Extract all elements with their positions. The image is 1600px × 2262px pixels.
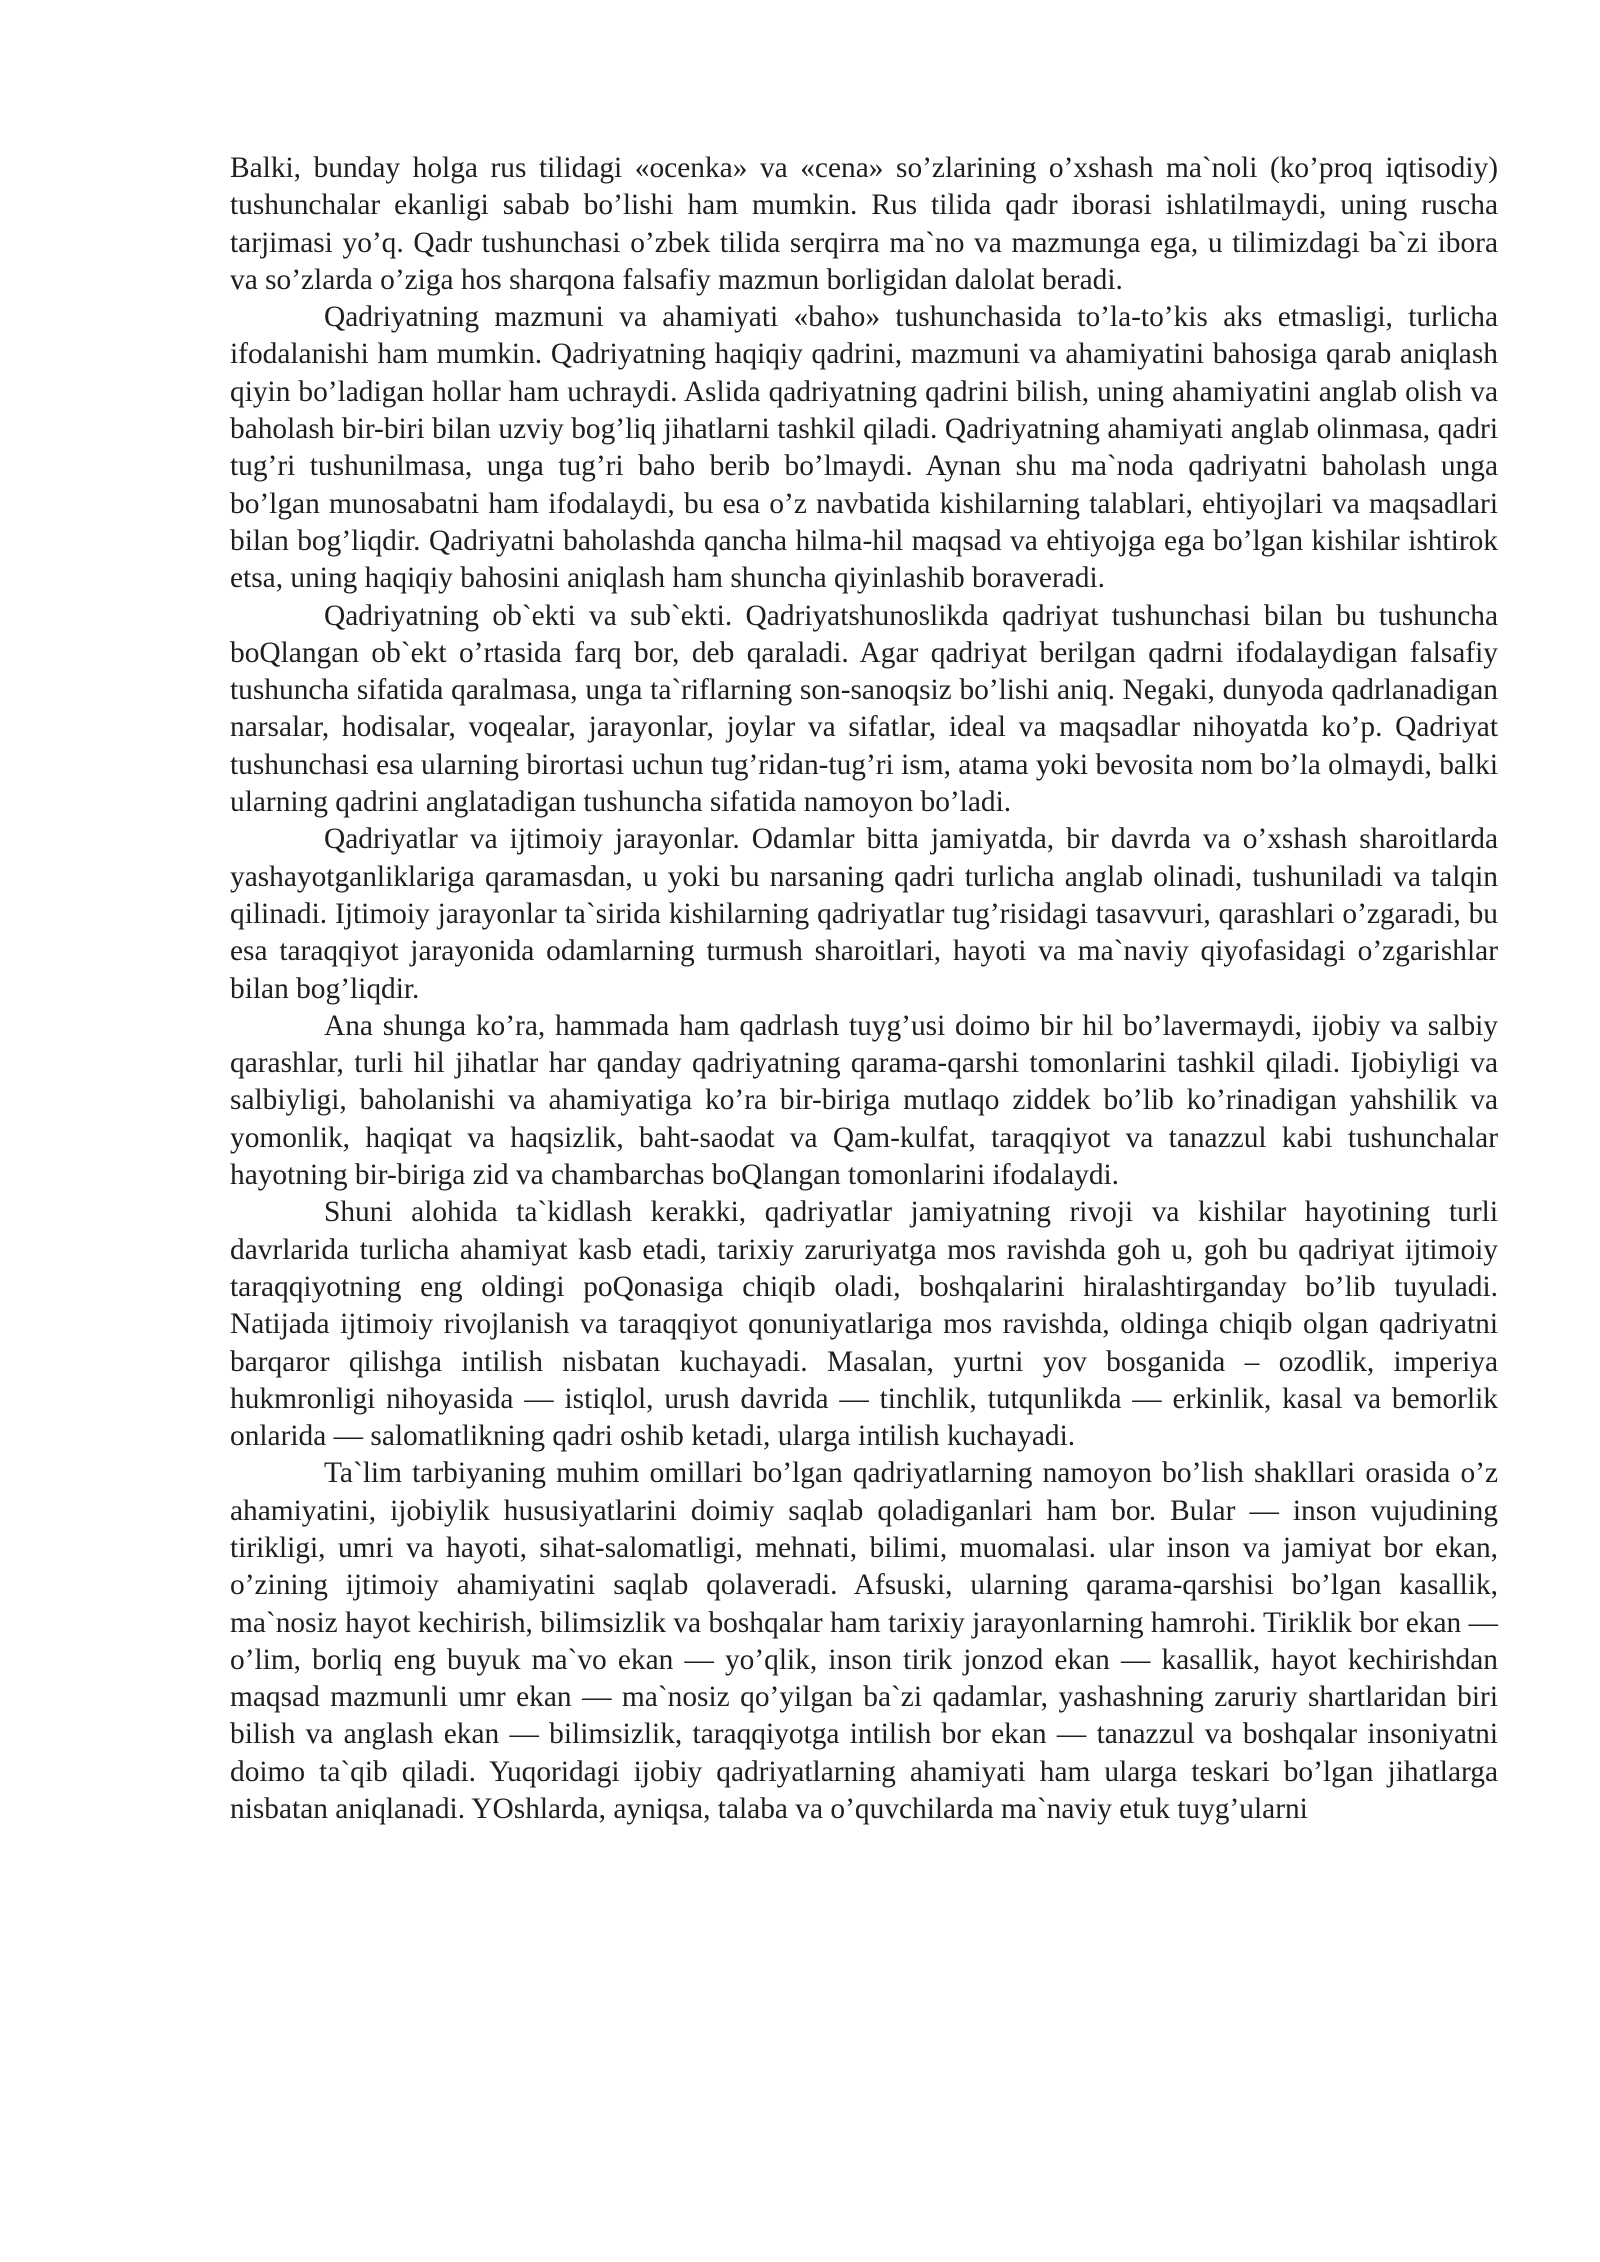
paragraph-6: Shuni alohida ta`kidlash kerakki, qadriyatlar jamiyatning rivoji va kishilar hayotining turli davrlarida turlicha ahamiyat kasb etadi, tarixiy zaruriyatga mos ravishda goh u, goh bu qadriyat ijtimoiy taraqqiyotning eng oldingi poQonasiga chiqib oladi, boshqalarini hiralashtirganday bo’lib tuyuladi. Natijada ijtimoiy rivojlanish va taraqqiyot qonuniyatlariga mos ravishda, oldinga chiqib olgan qadriyatni barqaror qilishga intilish nisbatan kuchayadi. Masalan, yurtni yov bosganida – ozodlik, imperiya hukmronligi nihoyasida — istiqlol, urush davrida — tinchlik, tutqunlikda — erkinlik, kasal va bemorlik onlarida — salomatlikning qadri oshib ketadi, ularga intilish kuchayadi. xyxy=(230,1196,1498,1453)
paragraph-5: Ana shunga ko’ra, hammada ham qadrlash tuyg’usi doimo bir hil bo’lavermaydi, ijobiy va salbiy qarashlar, turli hil jihatlar har qanday qadriyatning qarama-qarshi tomonlarini tashkil qiladi. Ijobiyligi va salbiyligi, baholanishi va ahamiyatiga ko’ra bir-biriga mutlaqo ziddek bo’lib ko’rinadigan yahshilik va yomonlik, haqiqat va haqsizlik, baht-saodat va Qam-kulfat, taraqqiyot va tanazzul kabi tushunchalar hayotning bir-biriga zid va chambarchas boQlangan tomonlarini ifodalaydi. xyxy=(230,1009,1498,1192)
paragraph-1: Balki, bunday holga rus tilidagi «ocenka» va «cena» so’zlarining o’xshash ma`noli (ko’proq iqtisodiy) tushunchalar ekanligi sabab bo’lishi ham mumkin. Rus tilida qadr iborasi ishlatilmaydi, uning ruscha tarjimasi yo’q. Qadr tushunchasi o’zbek tilida serqirra ma`no va mazmunga ega, u tilimizdagi ba`zi ibora va so’zlarda o’ziga hos sharqona falsafiy mazmun borligidan dalolat beradi. xyxy=(230,152,1498,296)
paragraph-2: Qadriyatning mazmuni va ahamiyati «baho» tushunchasida to’la-to’kis aks etmasligi, turlicha ifodalanishi ham mumkin. Qadriyatning haqiqiy qadrini, mazmuni va ahamiyatini bahosiga qarab aniqlash qiyin bo’ladigan hollar ham uchraydi. Aslida qadriyatning qadrini bilish, uning ahamiyatini anglab olish va baholash bir-biri bilan uzviy bog’liq jihatlarni tashkil qiladi. Qadriyatning ahamiyati anglab olinmasa, qadri tug’ri tushunilmasa, unga tug’ri baho berib bo’lmaydi. Aynan shu ma`noda qadriyatni baholash unga bo’lgan munosabatni ham ifodalaydi, bu esa o’z navbatida kishilarning talablari, ehtiyojlari va maqsadlari bilan bog’liqdir. Qadriyatni baholashda qancha hilma-hil maqsad va ehtiyojga ega bo’lgan kishilar ishtirok etsa, uning haqiqiy bahosini aniqlash ham shuncha qiyinlashib boraveradi. xyxy=(230,301,1498,595)
document-page xyxy=(230,150,1498,1828)
paragraph-7: Ta`lim tarbiyaning muhim omillari bo’lgan qadriyatlarning namoyon bo’lish shakllari orasida o’z ahamiyatini, ijobiylik hususiyatlarini doimiy saqlab qoladiganlari ham bor. Bular — inson vujudining tirikligi, umri va hayoti, sihat-salomatligi, mehnati, bilimi, muomalasi. ular inson va jamiyat bor ekan, o’zining ijtimoiy ahamiyatini saqlab qolaveradi. Afsuski, ularning qarama-qarshisi bo’lgan kasallik, ma`nosiz hayot kechirish, bilimsizlik va boshqalar ham tarixiy jarayonlarning hamrohi. Tiriklik bor ekan — o’lim, borliq eng buyuk ma`vo ekan — yo’qlik, inson tirik jonzod ekan — kasallik, hayot kechirishdan maqsad mazmunli umr ekan — ma`nosiz qo’yilgan ba`zi qadamlar, yashashning zaruriy shartlaridan biri bilish va anglash ekan — bilimsizlik, taraqqiyotga intilish bor ekan — tanazzul va boshqalar insoniyatni doimo ta`qib qiladi. Yuqoridagi ijobiy qadriyatlarning ahamiyati ham ularga teskari bo’lgan jihatlarga nisbatan aniqlanadi. YOshlarda, ayniqsa, talaba va o’quvchilarda ma`naviy etuk tuyg’ularni xyxy=(230,1457,1498,1826)
paragraph-3: Qadriyatning ob`ekti va sub`ekti. Qadriyatshunoslikda qadriyat tushunchasi bilan bu tushuncha boQlangan ob`ekt o’rtasida farq bor, deb qaraladi. Agar qadriyat berilgan qadrni ifodalaydigan falsafiy tushuncha sifatida qaralmasa, unga ta`riflarning son-sanoqsiz bo’lishi aniq. Negaki, dunyoda qadrlanadigan narsalar, hodisalar, voqealar, jarayonlar, joylar va sifatlar, ideal va maqsadlar nihoyatda ko’p. Qadriyat tushunchasi esa ularning birortasi uchun tug’ridan-tug’ri ism, atama yoki bevosita nom bo’la olmaydi, balki ularning qadrini anglatadigan tushuncha sifatida namoyon bo’ladi. xyxy=(230,599,1498,819)
paragraph-4: Qadriyatlar va ijtimoiy jarayonlar. Odamlar bitta jamiyatda, bir davrda va o’xshash sharoitlarda yashayotganliklariga qaramasdan, u yoki bu narsaning qadri turlicha anglab olinadi, tushuniladi va talqin qilinadi. Ijtimoiy jarayonlar ta`sirida kishilarning qadriyatlar tug’risidagi tasavvuri, qarashlari o’zgaradi, bu esa taraqqiyot jarayonida odamlarning turmush sharoitlari, hayoti va ma`naviy qiyofasidagi o’zgarishlar bilan bog’liqdir. xyxy=(230,823,1498,1005)
